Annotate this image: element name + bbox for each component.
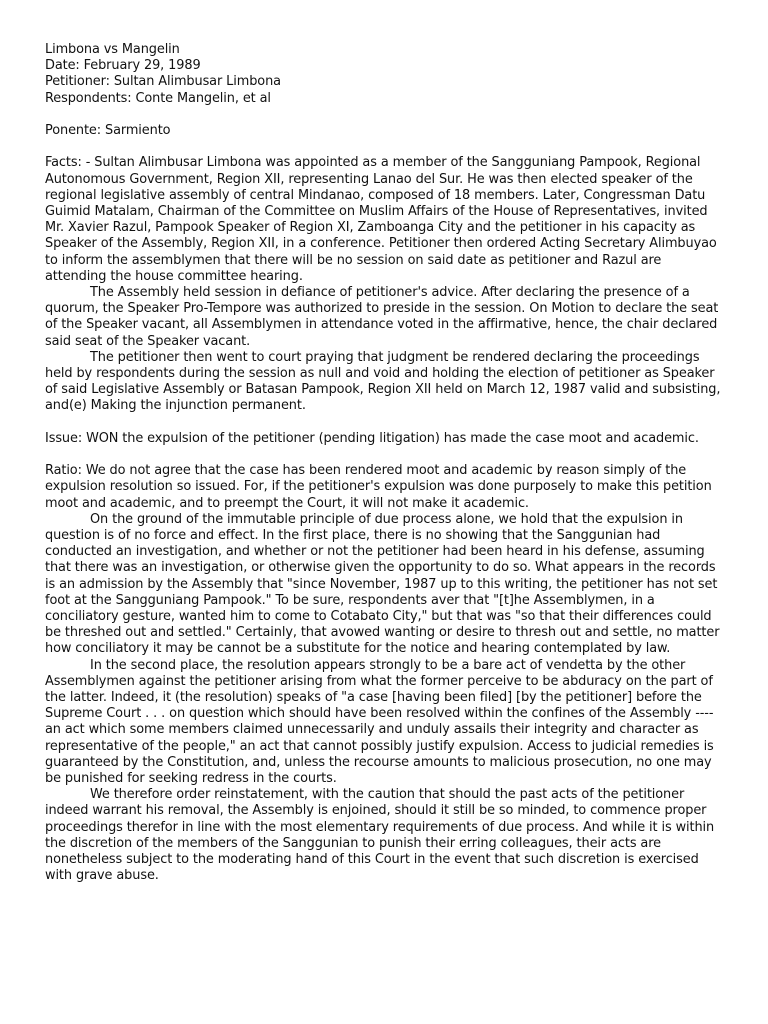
case-date: Date: February 29, 1989	[45, 58, 201, 74]
respondents-line: Respondents: Conte Mangelin, et al	[45, 90, 271, 106]
ratio-paragraph-4: We therefore order reinstatement, with the caution that should the past acts of the petitioner indeed warrant his removal, the Assembly is enjoined, should it still be so minded, to commence proper proceedings therefor in line with the most elementary requirements of due process. And while it is within the discretion of the members of the Sanggunian to punish their erring colleagues, their acts are nonetheless subject to the moderating hand of this Court in the event that such discretion is exercised with grave abuse.	[45, 787, 715, 884]
facts-paragraph-3: The petitioner then went to court praying that judgment be rendered declaring the proceedings held by respondents during the session as null and void and holding the election of petitioner as Speaker of said Legislative Assembly or Batasan Pampook, Region XII held on March 12, 1987 valid and subsisting, and(e) Making the injunction permanent.	[45, 349, 721, 414]
ratio-paragraph-3: In the second place, the resolution appears strongly to be a bare act of vendetta by the other Assemblymen against the petitioner arising from what the former perceive to be abduracy on the part of the latter. Indeed, it (the resolution) speaks of "a case [having been filed] [by the petitioner] before the Supreme Court . . . on question which should have been resolved within the confines of the Assembly ---- an act which some members claimed unnecessarily and unduly assails their integrity and character as representative of the people," an act that cannot possibly justify expulsion. Access to judicial remedies is guaranteed by the Constitution, and, unless the recourse amounts to malicious prosecution, no one may be punished for seeking redress in the courts.	[45, 657, 714, 787]
spacer	[45, 107, 725, 123]
spacer	[45, 139, 725, 155]
issue-paragraph: Issue: WON the expulsion of the petitioner (pending litigation) has made the case moot and academic.	[45, 430, 699, 446]
ratio-paragraph-1: Ratio: We do not agree that the case has been rendered moot and academic by reason simply of the expulsion resolution so issued. For, if the petitioner's expulsion was done purposely to make this petition moot and academic, and to preempt the Court, it will not make it academic.	[45, 463, 712, 511]
facts-paragraph-1: Facts: - Sultan Alimbusar Limbona was appointed as a member of the Sangguniang Pampook, Regional Autonomous Government, Region XII, representing Lanao del Sur. He was then elected speaker of the regional legislative assembly of central Mindanao, composed of 18 members. Later, Congressman Datu Guimid Matalam, Chairman of the Committee on Muslim Affairs of the House of Representatives, invited Mr. Xavier Razul, Pampook Speaker of Region XI, Zamboanga City and the petitioner in his capacity as Speaker of the Assembly, Region XII, in a conference. Petitioner then ordered Acting Secretary Alimbuyao to inform the assemblymen that there will be no session on said date as petitioner and Razul are attending the house committee hearing.	[45, 155, 717, 284]
spacer	[45, 447, 725, 463]
ratio-paragraph-2: On the ground of the immutable principle of due process alone, we hold that the expulsion in question is of no force and effect. In the first place, there is no showing that the Sanggunian had conducted an investigation, and whether or not the petitioner had been heard in his defense, assuming that there was an investigation, or otherwise given the opportunity to do so. What appears in the records is an admission by the Assembly that "since November, 1987 up to this writing, the petitioner has not set foot at the Sangguniang Pampook." To be sure, respondents aver that "[t]he Assemblymen, in a conciliatory gesture, wanted him to come to Cotabato City," but that was "so that their differences could be threshed out and settled." Certainly, that avowed wanting or desire to thresh out and settle, no matter how conciliatory it may be cannot be a substitute for the notice and hearing contemplated by law.	[45, 511, 720, 657]
facts-paragraph-2: The Assembly held session in defiance of petitioner's advice. After declaring the presence of a quorum, the Speaker Pro-Tempore was authorized to preside in the session. On Motion to declare the seat of the Speaker vacant, all Assemblymen in attendance voted in the affirmative, hence, the chair declared said seat of the Speaker vacant.	[45, 285, 719, 349]
case-title: Limbona vs Mangelin	[45, 42, 180, 57]
case-digest	[45, 42, 725, 885]
spacer	[45, 415, 725, 431]
petitioner-line: Petitioner: Sultan Alimbusar Limbona	[45, 74, 281, 90]
ponente-line: Ponente: Sarmiento	[45, 123, 171, 138]
